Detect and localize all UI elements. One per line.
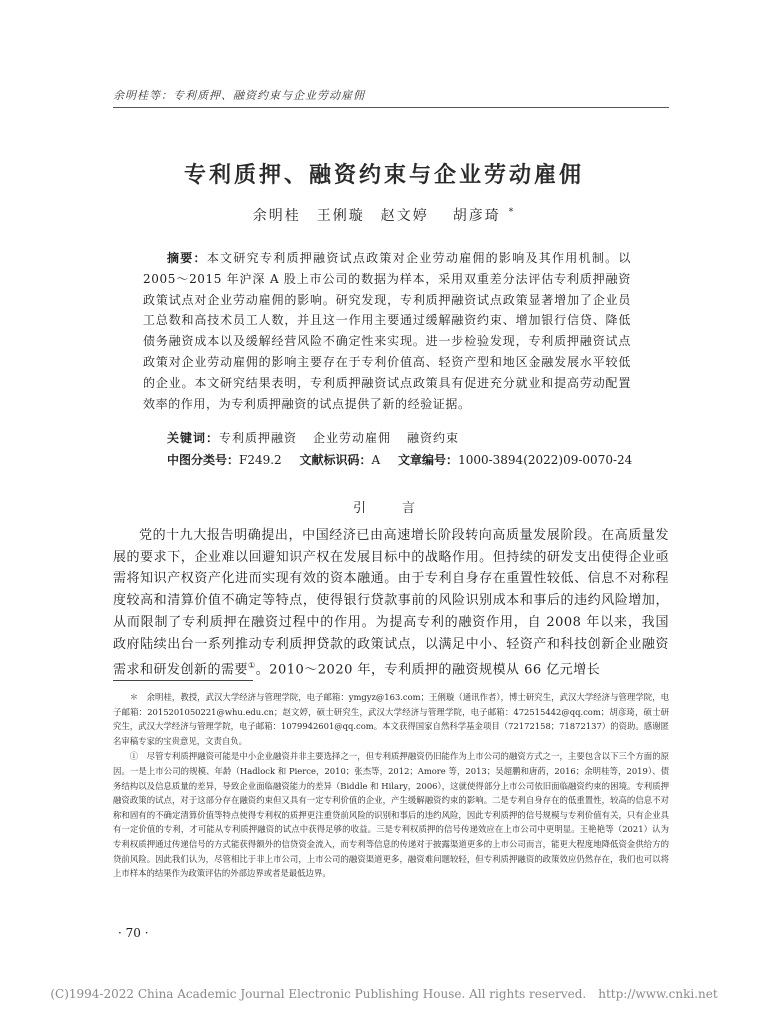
footnotes [113,690,669,882]
keyword: 融资约束 [407,431,460,445]
keyword: 企业劳动雇佣 [313,431,392,445]
author-list [0,205,768,225]
abstract [143,248,631,414]
keywords [167,429,637,446]
author-name: 余明桂 [252,208,301,224]
author-name: 王俐璇 [316,208,365,224]
abstract-text: 本文研究专利质押融资试点政策对企业劳动雇佣的影响及其作用机制。以 2005～2015 年沪深 A 股上市公司的数据为样本，采用双重差分法评估专利质押融资政策试点对企业劳动雇佣的影响。研究发现，专利质押融资试点政策显著增加了企业员工总数和高技术员工人数，并且这一作用主要通过缓解融资约束、增加银行信贷、降低债务融资成本以及缓解经营风险不确定性来实现。进一步检验发现，专利质押融资试点政策对企业劳动雇佣的影响主要存在于专利价值高、轻资产型和地区金融发展水平较低的企业。本文研究结果表明，专利质押融资试点政策具有促进充分就业和提高劳动配置效率的作用，为专利质押融资的试点提供了新的经验证据。 [143,251,632,411]
copyright-watermark: (C)1994-2022 China Academic Journal Electronic Publishing House. All rights reserved. http://www.cnki.net [50,987,718,1001]
doc-code-value: A [371,453,381,467]
clc-value: F249.2 [239,453,282,467]
footnote-divider [113,680,253,681]
article-title: 专利质押、融资约束与企业劳动雇佣 [183,163,584,188]
author-footnote-mark: * [508,207,516,218]
clc-label: 中图分类号： [167,453,240,467]
section-heading: 引言 [352,501,451,516]
keywords-label: 关键词： [167,431,220,445]
author-name: 胡彦琦 * [452,207,516,224]
body-paragraph [113,525,669,681]
classification-line [167,451,637,468]
doc-code-label: 文献标识码： [299,453,372,467]
body-text: 党的十九大报告明确提出，中国经济已由高速增长阶段转向高质量发展阶段。在高质量发展的要求下，企业难以回避知识产权在发展目标中的战略作用。但持续的研发支出使得企业亟需将知识产权资产化进而实现有效的资本融通。由于专利自身存在重置性较低、信息不对称程度较高和清算价值不确定等特点，使得银行贷款事前的风险识别成本和事后的违约风险增加，从而限制了专利质押在融资过程中的作用。为提高专利的融资作用，自 2008 年以来，我国政府陆续出台一系列推动专利质押贷款的政策试点，以满足中小、轻资产和科技创新企业融资需求和研发创新的需要 [113,528,669,678]
footnote-ref: ① [248,661,256,671]
body-text-tail: 。2010～2020 年，专利质押的融资规模从 66 亿元增长 [255,662,601,678]
footnote-author-info: ＊ 余明桂，教授，武汉大学经济与管理学院，电子邮箱：ymgyz@163.com；王俐璇（通讯作者），博士研究生，武汉大学经济与管理学院，电子邮箱：2015201050221@whu.edu.cn；赵文婷，硕士研究生，武汉大学经济与管理学院，电子邮箱：472515442@qq.com；胡彦琦，硕士研究生，武汉大学经济与管理学院，电子邮箱：1079942601@qq.com。本文获得国家自然科学基金项目（72172158；71872137）的资助。感谢匿名审稿专家的宝贵意见，文责自负。 [113,692,669,746]
page-number: · 70 · [118,926,149,940]
author-name: 赵文婷 [380,208,429,224]
article-number-value: 1000-3894(2022)09-0070-24 [458,453,633,467]
abstract-label: 摘要： [167,251,207,265]
footnote-1: ① 尽管专利质押融资可能是中小企业融资并非主要选择之一，但专利质押融资仍旧能作为上市公司的融资方式之一，主要包含以下三个方面的原因。一是上市公司的规模、年龄（Hadlock 和 Pierce，2010；张杰等，2012；Amore 等，2013；吴超鹏和唐菂，2016；余明桂等，2019）、债务结构以及信息质量的差异，导致企业面临融资能力的差异（Biddle 和 Hilary，2006），这就使得部分上市公司依旧面临融资约束的困境。专利质押融资政策的试点，对于这部分存在融资约束但又具有一定专利价值的企业，产生缓解融资约束的影响。二是专利自身存在的低重置性，较高的信息不对称和固有的不确定清算价值等特点使得专利权的质押更注重贷前风险的识别和事后的违约风险，因此专利质押的信号规模与专利价值有关，只有企业具有一定价值的专利，才可能从专利质押融资的试点中获得足够的收益。三是专利权质押的信号传递效应在上市公司中更明显。王艳艳等（2021）认为专利权质押通过传递信号的方式能获得额外的信贷资金流入，而专利等信息的传递对于披露渠道更多的上市公司而言，能更大程度地降低资金供给方的贷前风险。因此我们认为，尽管相比于非上市公司，上市公司的融资渠道更多，融资难问题较轻，但专利质押融资的政策效应仍然存在，我们也可以将上市样本的结果作为政策评估的外部边界或者是最低边界。 [113,751,669,879]
article-number-label: 文章编号： [398,453,459,467]
running-head: 余明桂等：专利质押、融资约束与企业劳动雇佣 [113,87,669,108]
keyword: 专利质押融资 [219,431,298,445]
